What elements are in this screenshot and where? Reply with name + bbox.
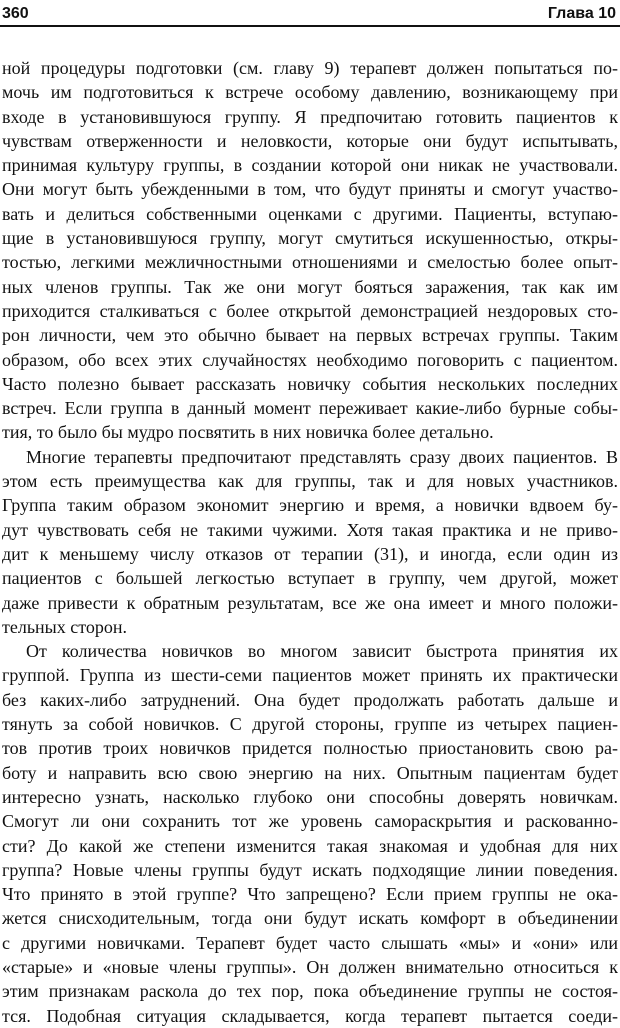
- text-line: Они могут быть убежденными в том, что будут приняты и смогут участво-: [2, 179, 618, 200]
- text-line: дит к меньшему числу отказов от терапии (31), и иногда, если один из: [2, 543, 618, 564]
- text-line: мочь им подготовиться к встрече особому давлению, возникающему при: [2, 82, 618, 103]
- text-line: этом есть преимущества как для группы, так и для новых участников.: [2, 471, 618, 492]
- text-line: вать и делиться собственными оценками с другими. Пациенты, вступаю-: [2, 203, 618, 224]
- body-text: [2, 56, 618, 1028]
- text-line: жется снисходительным, тогда они будут искать комфорт в объединении: [2, 908, 618, 929]
- text-line: тостью, легкими межличностными отношениями и смелостью более опыт-: [2, 252, 618, 273]
- text-line: чувствам отверженности и неловкости, которые они будут испытывать,: [2, 130, 618, 151]
- paragraph-last-line: тия, то было бы мудро посвятить в них новичка более детально.: [2, 422, 494, 443]
- text-line: Что принято в этой группе? Что запрещено? Если прием группы не ока-: [2, 884, 618, 905]
- text-line: рон личности, чем это обычно бывает на первых встречах группы. Таким: [2, 325, 618, 346]
- text-line: интересно узнать, насколько глубоко они способны доверять новичкам.: [2, 786, 618, 807]
- text-line: даже привести к обратным результатам, все же она имеет и много положи-: [2, 592, 618, 613]
- text-line: «старые» и «новые члены группы». Он должен внимательно относиться к: [2, 956, 618, 977]
- text-line: тся. Подобная ситуация складывается, когда терапевт пытается соеди-: [2, 1005, 618, 1026]
- paragraph-first-line: От количества новичков во многом зависит быстрота принятия их: [26, 641, 618, 662]
- running-head: [2, 0, 616, 24]
- page-number: 360: [2, 5, 29, 22]
- text-line: тянуть за собой новичков. С другой стороны, группе из четырех пациен-: [2, 714, 618, 735]
- paragraph-last-line: тельных сторон.: [2, 616, 128, 637]
- text-line: группа? Новые члены группы будут искать подходящие линии поведения.: [2, 859, 618, 880]
- text-line: пациентов с большей легкостью вступает в группу, чем другой, может: [2, 568, 618, 589]
- paragraph-first-line: Многие терапевты предпочитают представлять сразу двоих пациентов. В: [26, 446, 618, 467]
- text-line: принимая культуру группы, в создании которой они никак не участвовали.: [2, 155, 618, 176]
- chapter-title: Глава 10: [547, 5, 616, 22]
- text-line: с другими новичками. Терапевт будет часто слышать «мы» и «они» или: [2, 932, 618, 953]
- text-line: ных членов группы. Так же они могут бояться заражения, так как им: [2, 276, 618, 297]
- text-line: сти? До какой же степени изменится такая знакомая и удобная для них: [2, 835, 618, 856]
- text-line: Смогут ли они сохранить тот же уровень самораскрытия и раскованно-: [2, 811, 618, 832]
- text-line: образом, обо всех этих случайностях необходимо поговорить с пациентом.: [2, 349, 618, 370]
- text-line: боту и направить всю свою энергию на них. Опытным пациентам будет: [2, 762, 618, 783]
- text-line: группой. Группа из шести-семи пациентов может принять их практически: [2, 665, 618, 686]
- text-line: без каких-либо затруднений. Она будет продолжать работать дальше и: [2, 689, 618, 710]
- text-line: ной процедуры подготовки (см. главу 9) терапевт должен попытаться по-: [2, 58, 618, 78]
- text-line: тов против троих новичков придется полностью приостановить свою ра-: [2, 738, 618, 759]
- text-line: приходится сталкиваться с более открытой демонстрацией нездоровых сто-: [2, 300, 618, 321]
- text-line: щие в установившуюся группу, могут смутиться искушенностью, откры-: [2, 228, 618, 249]
- text-line: входе в установившуюся группу. Я предпочитаю готовить пациентов к: [2, 106, 618, 127]
- text-line: дут чувствовать себя не такими чужими. Хотя такая практика и не приво-: [2, 519, 618, 540]
- text-line: встреч. Если группа в данный момент переживает какие-либо бурные собы-: [2, 398, 618, 419]
- text-line: Группа таким образом экономит энергию и время, а новички вдвоем бу-: [2, 495, 618, 516]
- header-rule: [0, 25, 620, 27]
- text-line: Часто полезно бывает рассказать новичку события нескольких последних: [2, 373, 618, 394]
- text-line: этим признакам раскола до тех пор, пока объединение группы не состоя-: [2, 981, 618, 1002]
